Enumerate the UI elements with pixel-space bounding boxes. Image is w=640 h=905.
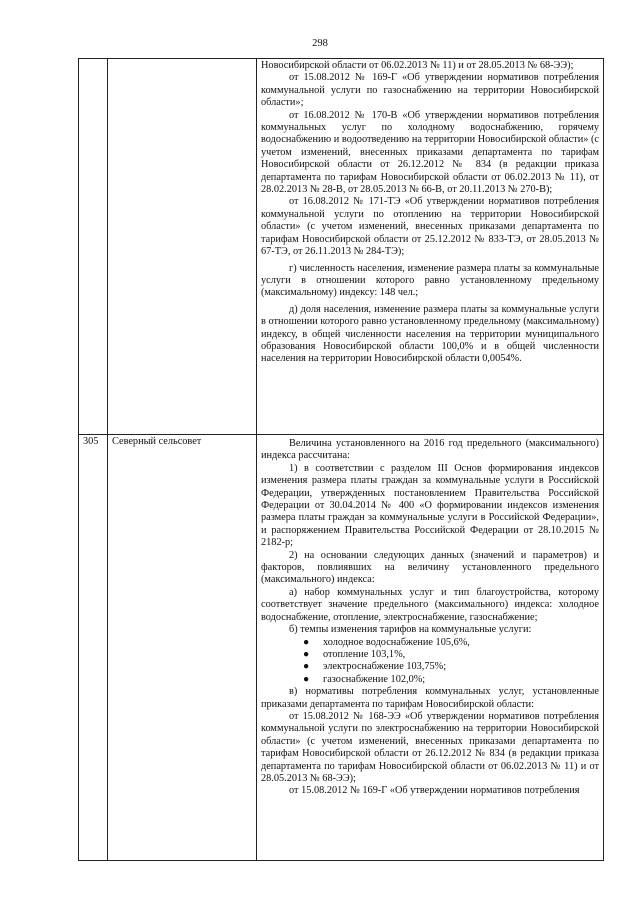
bullet-icon: ●: [303, 673, 310, 685]
paragraph: в) нормативы потребления коммунальных услуг, установленные приказами департамента по тарифам Новосибирской области:: [261, 686, 599, 710]
row-number: [79, 59, 108, 435]
paragraph: от 16.08.2012 № 170-В «Об утверждении нормативов потребления коммунальных услуг по холодному водоснабжению, горячему водоснабжению и водоотведению на территории Новосибирской области» (с учетом изменений, внесенных приказами департамента по тарифам Новосибирской области от 26.12.2012 № 834 (в редакции приказа департамента по тарифам Новосибирской области от 06.02.2013 № 11), от 28.02.2013 № 28-В, от 28.05.2013 № 66-В, от 20.11.2013 № 270-В);: [261, 109, 599, 196]
paragraph: от 16.08.2012 № 171-ТЭ «Об утверждении нормативов потребления коммунальной услуги по отоплению на территории Новосибирской области» (с учетом изменений, внесенных приказами департамента по тарифам Новосибирской области от 25.12.2012 № 833-ТЭ, от 28.05.2013 № 67-ТЭ, от 26.11.2013 № 284-ТЭ);: [261, 196, 599, 258]
paragraph: от 15.08.2012 № 169-Г «Об утверждении нормативов потребления: [289, 785, 580, 797]
row-number: 305: [79, 435, 108, 861]
list-item: ● холодное водоснабжение 105,6%,: [303, 636, 470, 648]
list-item: ● отопление 103,1%,: [303, 648, 406, 660]
paragraph: Величина установленного на 2016 год предельного (максимального) индекса рассчитана:: [261, 438, 599, 462]
bullet-icon: ●: [303, 661, 310, 673]
paragraph: Новосибирской области от 06.02.2013 № 11) и от 28.05.2013 № 68-ЭЭ);: [261, 60, 574, 71]
bullet-icon: ●: [303, 648, 310, 660]
paragraph: д) доля населения, изменение размера платы за коммунальные услуги в отношении которого равно установленному предельному (максимальному) индексу, в общей численности населения на территории муниципального образования Новосибирской области 100,0% и в общей численности населения на территории Новосибирской области 0,0054%.: [261, 303, 599, 365]
row-description: [257, 435, 604, 861]
paragraph: 2) на основании следующих данных (значений и параметров) и факторов, повлиявших на величину установленного предельного (максимального) индекса:: [261, 549, 599, 586]
list-item: ● газоснабжение 102,0%;: [303, 673, 426, 685]
table-row: [79, 435, 604, 861]
paragraph: г) численность населения, изменение размера платы за коммунальные услуги в отношении которого равно установленному предельному (максимальному) индексу: 148 чел.;: [261, 262, 599, 299]
paragraph: от 15.08.2012 № 169-Г «Об утверждении нормативов потребления коммунальной услуги по газоснабжению на территории Новосибирской области»;: [261, 72, 599, 109]
page-number: 298: [312, 38, 328, 49]
list-item: ● электроснабжение 103,75%;: [303, 661, 447, 673]
municipality-name: [108, 59, 257, 435]
table-row: [79, 59, 604, 435]
row-description: [257, 59, 604, 435]
document-table: [78, 58, 604, 861]
paragraph: б) темпы изменения тарифов на коммунальные услуги:: [289, 624, 532, 636]
paragraph: от 15.08.2012 № 168-ЭЭ «Об утверждении нормативов потребления коммунальной услуги по электроснабжению на территории Новосибирской области» (с учетом изменений, внесенных приказами департамента по тарифам Новосибирской области от 26.12.2012 № 834 (в редакции приказа департамента по тарифам Новосибирской области от 06.02.2013 № 11) и от 28.05.2013 № 68-ЭЭ);: [261, 710, 599, 784]
municipality-name: Северный сельсовет: [108, 435, 257, 861]
bullet-icon: ●: [303, 636, 310, 648]
tariff-list: [261, 637, 599, 687]
paragraph: 1) в соответствии с разделом III Основ формирования индексов изменения размера платы граждан за коммунальные услуги в Российской Федерации, утвержденных постановлением Правительства Российской Федерации от 30.04.2014 № 400 «О формировании индексов изменения размера платы граждан за коммунальные услуги в Российской Федерации», и распоряжением Правительства Российской Федерации от 28.10.2015 № 2182-р;: [261, 462, 599, 549]
paragraph: а) набор коммунальных услуг и тип благоустройства, которому соответствует значение предельного (максимального) индекса: холодное водоснабжение, отопление, электроснабжение, газоснабжение;: [261, 586, 599, 623]
